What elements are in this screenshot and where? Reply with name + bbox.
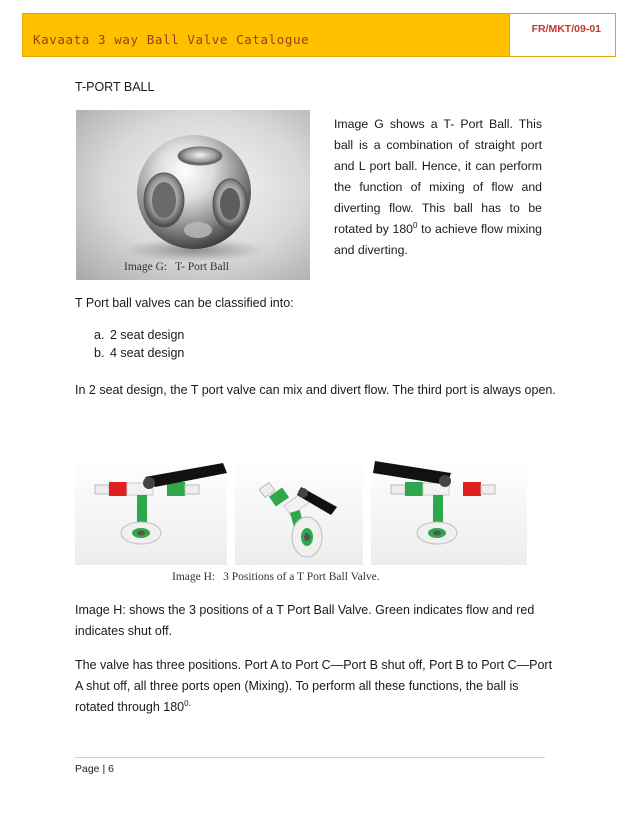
header-title: Kavaata 3 way Ball Valve Catalogue bbox=[33, 32, 310, 47]
image-g-description: Image G shows a T- Port Ball. This ball is a combination of straight port and L port ball. Hence, it can perform the function of mixing of flow and diverting flow. This ball has to be rotated by $180^0$ to achieve flow mixing and diverting. bbox=[334, 117, 542, 257]
valve-positions-illustration bbox=[75, 455, 555, 565]
t-port-ball-image bbox=[76, 110, 310, 280]
section-title: T-PORT BALL bbox=[75, 80, 155, 94]
two-seat-paragraph: In 2 seat design, the T port valve can mix and divert flow. The third port is always open. bbox=[75, 383, 556, 397]
image-g-caption bbox=[124, 261, 237, 273]
image-h-caption bbox=[172, 571, 388, 583]
classification-intro: T Port ball valves can be classified into: bbox=[75, 296, 294, 310]
header-band bbox=[22, 13, 616, 57]
valve-position-1 bbox=[75, 455, 227, 565]
valve-position-2 bbox=[235, 455, 363, 565]
list-item: a. 2 seat design bbox=[94, 328, 185, 342]
classification-list bbox=[94, 326, 184, 362]
image-h-caption-text: 3 Positions of a T Port Ball Valve. bbox=[223, 571, 380, 583]
t-port-ball-illustration bbox=[76, 110, 310, 280]
valve-positions-image bbox=[75, 455, 555, 565]
valve-positions-paragraph: The valve has three positions. Port A to Port C—Port B shut off, Port B to Port C—Port A shut off, all three ports open (Mixing). To perform all these functions, the ball is rotated through $180^{0.}$ bbox=[75, 658, 553, 714]
document-code: FR/MKT/09-01 bbox=[531, 23, 601, 35]
footer-divider bbox=[75, 757, 545, 758]
image-h-label: Image H: bbox=[172, 571, 216, 583]
image-g-label: Image G: bbox=[124, 261, 168, 273]
page-number: Page | 6 bbox=[75, 763, 114, 775]
list-item: b. 4 seat design bbox=[94, 346, 185, 360]
header-code-box bbox=[509, 14, 615, 56]
image-h-explanation: Image H: shows the 3 positions of a T Port Ball Valve. Green indicates flow and red indicates shut off. bbox=[75, 603, 535, 638]
valve-position-3 bbox=[371, 455, 527, 565]
image-g-caption-text: T- Port Ball bbox=[175, 261, 229, 273]
